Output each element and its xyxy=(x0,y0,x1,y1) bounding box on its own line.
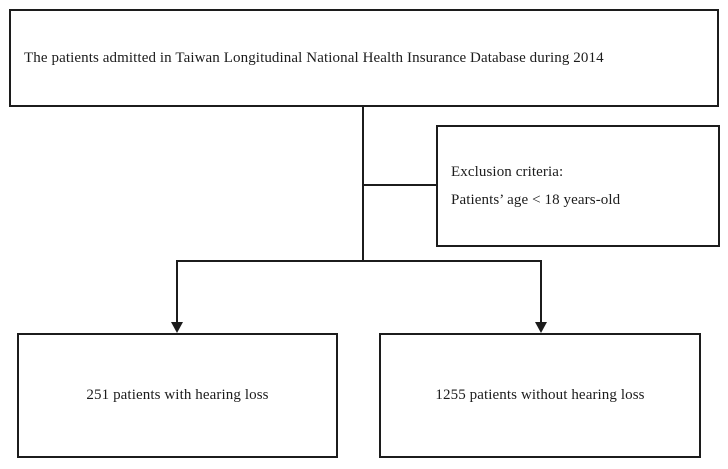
connector-split-line xyxy=(176,260,542,262)
no-hearing-loss-box xyxy=(379,333,701,458)
hearing-loss-text: 251 patients with hearing loss xyxy=(86,387,269,403)
exclusion-criteria-box xyxy=(436,125,720,247)
connector-left-arrow-shaft xyxy=(176,260,178,323)
connector-exclusion-branch xyxy=(363,184,437,186)
arrowhead-down-left-icon xyxy=(171,322,183,333)
source-population-box xyxy=(9,9,719,107)
source-population-text: The patients admitted in Taiwan Longitudinal National Health Insurance Database during 2014 xyxy=(24,49,604,66)
exclusion-criteria-detail: Patients’ age < 18 years-old xyxy=(451,192,621,208)
arrowhead-down-right-icon xyxy=(535,322,547,333)
exclusion-criteria-title: Exclusion criteria: xyxy=(451,164,564,180)
no-hearing-loss-text: 1255 patients without hearing loss xyxy=(435,387,645,403)
hearing-loss-box xyxy=(17,333,338,458)
connector-right-arrow-shaft xyxy=(540,260,542,323)
